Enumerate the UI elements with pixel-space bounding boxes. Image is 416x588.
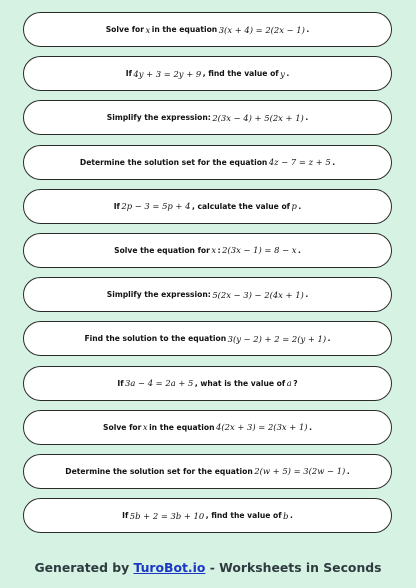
question-text: Simplify the expression: bbox=[106, 290, 211, 300]
question-text: , find the value of bbox=[205, 511, 282, 521]
math-expression: 5b + 2 = 3b + 10 bbox=[129, 510, 205, 521]
question-punct: . bbox=[305, 290, 309, 300]
question-text: If bbox=[113, 201, 120, 211]
math-expression: y bbox=[280, 68, 285, 79]
question-12 bbox=[23, 498, 392, 533]
question-4 bbox=[23, 145, 392, 180]
math-expression: 3(x + 4) = 2(2x − 1) bbox=[218, 24, 305, 35]
math-expression: 4z − 7 = z + 5 bbox=[268, 157, 331, 168]
question-text: Determine the solution set for the equation bbox=[65, 466, 253, 476]
question-text: Solve for bbox=[105, 25, 145, 34]
footer bbox=[0, 560, 416, 575]
question-6 bbox=[23, 233, 392, 268]
question-list bbox=[23, 12, 392, 542]
question-text: in the equation bbox=[151, 25, 218, 34]
math-expression: 5(2x − 3) − 2(4x + 1) bbox=[212, 289, 304, 300]
question-punct: . bbox=[305, 113, 309, 123]
brand-link[interactable]: TuroBot.io bbox=[133, 560, 206, 575]
question-punct: . bbox=[289, 511, 293, 521]
question-text: in the equation bbox=[149, 422, 215, 432]
question-text: Simplify the expression: bbox=[106, 113, 211, 123]
question-text: If bbox=[117, 378, 124, 388]
question-text: Solve the equation for bbox=[114, 245, 210, 255]
question-9 bbox=[23, 366, 392, 401]
question-punct: . bbox=[309, 422, 312, 432]
footer-suffix: - Worksheets in Seconds bbox=[205, 560, 382, 575]
question-text: Find the solution to the equation bbox=[84, 334, 227, 344]
math-expression: 3a − 4 = 2a + 5 bbox=[125, 378, 194, 388]
question-punct: . bbox=[298, 201, 302, 211]
question-text: : bbox=[217, 245, 221, 255]
question-text: , find the value of bbox=[202, 69, 279, 79]
question-text: If bbox=[125, 69, 132, 79]
math-expression: 2(w + 5) = 3(2w − 1) bbox=[254, 466, 346, 477]
math-expression: 2p − 3 = 5p + 4 bbox=[121, 201, 191, 212]
question-punct: . bbox=[306, 25, 310, 34]
math-expression: p bbox=[291, 201, 297, 212]
question-5 bbox=[23, 189, 392, 224]
question-text: Determine the solution set for the equation bbox=[79, 157, 268, 167]
math-expression: x bbox=[145, 24, 151, 35]
question-10 bbox=[23, 410, 392, 445]
math-expression: a bbox=[286, 378, 292, 388]
question-11 bbox=[23, 454, 392, 489]
question-punct: . bbox=[346, 466, 350, 476]
question-3 bbox=[23, 100, 392, 135]
math-expression: x bbox=[211, 245, 217, 256]
question-punct: . bbox=[327, 334, 331, 344]
question-7 bbox=[23, 277, 392, 312]
question-text: , calculate the value of bbox=[191, 201, 290, 211]
math-expression: 4(2x + 3) = 2(3x + 1) bbox=[216, 422, 308, 433]
question-text: If bbox=[122, 511, 129, 521]
math-expression: 4y + 3 = 2y + 9 bbox=[133, 68, 202, 79]
question-punct: . bbox=[286, 69, 290, 79]
question-punct: . bbox=[332, 157, 336, 167]
question-1 bbox=[23, 12, 392, 47]
question-text: Solve for bbox=[103, 422, 142, 432]
question-2 bbox=[23, 56, 392, 91]
math-expression: b bbox=[283, 510, 289, 521]
math-expression: 2(3x − 1) = 8 − x bbox=[222, 245, 297, 256]
question-punct: . bbox=[297, 245, 301, 255]
question-text: , what is the value of bbox=[194, 378, 286, 388]
math-expression: x bbox=[142, 422, 148, 433]
footer-prefix: Generated by bbox=[34, 560, 134, 575]
question-punct: ? bbox=[293, 378, 298, 388]
question-8 bbox=[23, 321, 392, 356]
math-expression: 2(3x − 4) + 5(2x + 1) bbox=[212, 112, 304, 123]
math-expression: 3(y − 2) + 2 = 2(y + 1) bbox=[227, 333, 327, 344]
